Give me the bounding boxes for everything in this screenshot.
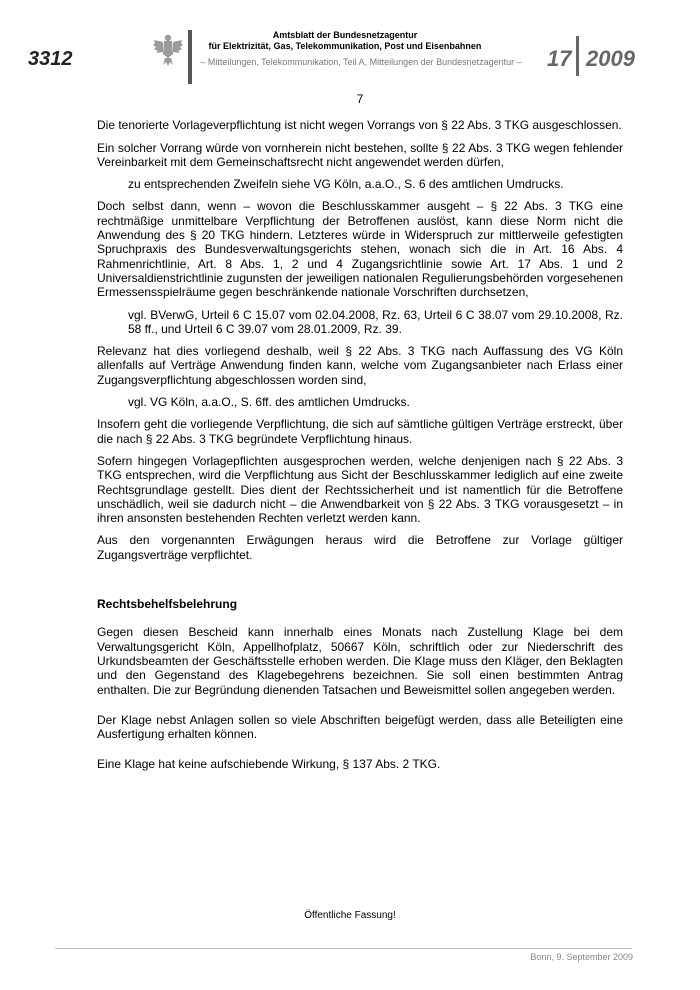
inner-page-number: 7 (356, 92, 364, 106)
section-heading: Rechtsbehelfsbelehrung (97, 597, 238, 612)
journal-subtitle: – Mitteilungen, Telekommunikation, Teil A, Mitteilungen der Bundesnetzagentur – (200, 57, 522, 67)
paragraph: Ein solcher Vorrang würde von vornherein nicht bestehen, sollte § 22 Abs. 3 TKG wegen fehlender Vereinbarkeit mit dem Gemeinschaftsrecht nicht angewendet werden dürfen, (97, 140, 623, 169)
issue-divider (576, 36, 579, 76)
page-number: 3312 (28, 48, 73, 70)
journal-title-line2: für Elektrizität, Gas, Telekommunikation, Post und Eisenbahnen (208, 41, 482, 51)
issue-year: 2009 (586, 46, 635, 71)
citation: vgl. BVerwG, Urteil 6 C 15.07 vom 02.04.2008, Rz. 63, Urteil 6 C 38.07 vom 29.10.2008, Rz. 58 ff., und Urteil 6 C 39.07 vom 28.01.2009, Rz. 39. (128, 307, 623, 336)
header-divider (188, 30, 192, 84)
footer-date: Bonn, 9. September 2009 (530, 952, 633, 962)
paragraph: Aus den vorgenannten Erwägungen heraus wird die Betroffene zur Vorlage gültiger Zugangsverträge verpflichtet. (97, 533, 623, 562)
paragraph: Doch selbst dann, wenn – wovon die Beschlusskammer ausgeht – § 22 Abs. 3 TKG eine rechtmäßige unmittelbare Verpflichtung der Betroffenen auslöst, kann diese Norm nicht die Anwendung des § 20 TKG hindern. Letzteres würde in Widerspruch zur mittlerweile gefestigten Spruchpraxis des Bundesverwaltungsgerichts stehen, wonach sich die in Art. 16 Abs. 4 Rahmenrichtlinie, Art. 8 Abs. 1, 2 und 4 Zugangsrichtlinie sowie Art. 17 Abs. 1 und 2 Universaldienstrichtlinie zugunsten der jeweiligen nationalen Regulierungsbehörden vorgesehenen Ermessensspielräume gegen beschränkende nationale Vorschriften durchsetzen, (97, 199, 623, 300)
paragraph: Der Klage nebst Anlagen sollen so viele Abschriften beigefügt werden, dass alle Beteiligten eine Ausfertigung erhalten können. (97, 712, 623, 742)
paragraph: Gegen diesen Bescheid kann innerhalb eines Monats nach Zustellung Klage bei dem Verwaltungsgericht Köln, Appellhofplatz, 50667 Köln, schriftlich oder zur Niederschrift des Urkundsbeamten der Geschäftsstelle erhoben werden. Die Klage muss den Kläger, den Beklagten und den Gegenstand des Klagebegehrens bezeichnen. Sie soll einen bestimmten Antrag enthalten. Die zur Begründung dienenden Tatsachen und Beweismittel sollen angegeben werden. (97, 625, 623, 697)
federal-eagle-icon (152, 32, 184, 68)
public-version-note: Öffentliche Fassung! (304, 910, 396, 921)
citation: zu entsprechenden Zweifeln siehe VG Köln, a.a.O., S. 6 des amtlichen Umdrucks. (128, 177, 564, 192)
issue-number: 17 (547, 46, 572, 71)
document-body (97, 92, 623, 780)
footer-divider (55, 948, 632, 949)
paragraph: Insofern geht die vorliegende Verpflichtung, die sich auf sämtliche gültigen Verträge erstreckt, über die nach § 22 Abs. 3 TKG begründete Verpflichtung hinaus. (97, 417, 623, 446)
paragraph: Relevanz hat dies vorliegend deshalb, weil § 22 Abs. 3 TKG nach Auffassung des VG Köln allenfalls auf Verträge Anwendung finden kann, welche vom Zugangsanbieter nach Erlass einer Zugangsverpflichtung abgeschlossen worden sind, (97, 344, 623, 387)
journal-title-line1: Amtsblatt der Bundesnetzagentur (272, 30, 418, 40)
citation: vgl. VG Köln, a.a.O., S. 6ff. des amtlichen Umdrucks. (128, 395, 410, 410)
paragraph: Sofern hingegen Vorlagepflichten ausgesprochen werden, welche denjenigen nach § 22 Abs. 3 TKG entsprechen, wird die Verpflichtung aus Sicht der Beschlusskammer lediglich auf eine zweite Rechtsgrundlage gestellt. Dies dient der Rechtssicherheit und ist namentlich für die Betroffene unschädlich, weil sie dadurch nicht – die Anwendbarkeit von § 22 Abs. 3 TKG vorausgesetzt – in ihren ansonsten bestehenden Rechten verletzt werden kann. (97, 453, 623, 526)
paragraph: Eine Klage hat keine aufschiebende Wirkung, § 137 Abs. 2 TKG. (97, 757, 441, 772)
journal-title (200, 30, 490, 52)
journal-header (0, 0, 700, 90)
paragraph: Die tenorierte Vorlageverpflichtung ist nicht wegen Vorrangs von § 22 Abs. 3 TKG ausgeschlossen. (97, 118, 622, 133)
